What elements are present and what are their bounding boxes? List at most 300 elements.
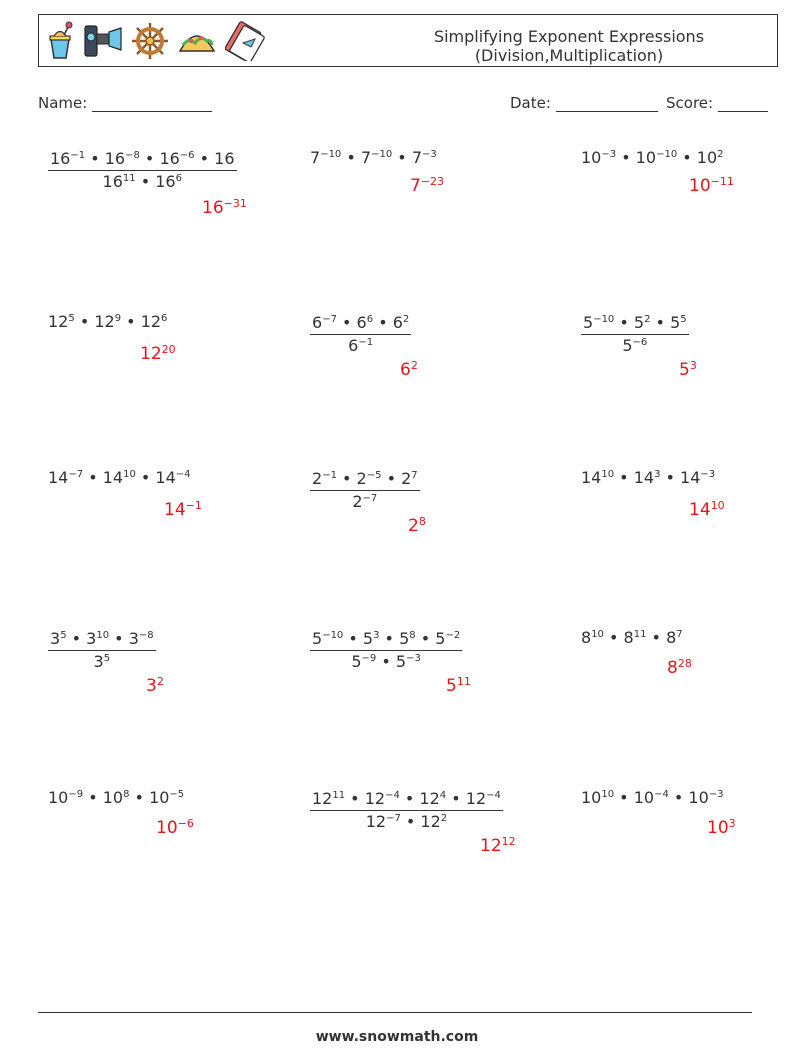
footer-divider <box>38 1012 752 1013</box>
answer <box>146 676 164 696</box>
power-exponent: −7 <box>322 314 337 325</box>
multiply-dot: • <box>66 629 87 648</box>
power-base: 10 <box>156 818 178 838</box>
power-exponent: −1 <box>358 337 374 348</box>
power-base: 16 <box>159 149 180 168</box>
multiply-dot: • <box>614 313 634 332</box>
power-term <box>129 629 154 648</box>
power-exponent: −4 <box>385 790 400 801</box>
power-exponent: −10 <box>593 314 615 325</box>
power-base: 6 <box>356 313 367 332</box>
power-base: 3 <box>128 629 139 648</box>
answer <box>400 360 418 380</box>
power-base: 10 <box>688 788 709 807</box>
taco-icon <box>177 21 217 61</box>
multiply-dot: • <box>614 788 634 807</box>
answer-power <box>156 818 194 838</box>
answer <box>689 176 734 196</box>
footer-website: www.snowmath.com <box>315 1029 479 1045</box>
power-base: 12 <box>312 789 333 808</box>
power-exponent: 5 <box>60 630 67 641</box>
name-field <box>38 94 212 112</box>
power-exponent: 2 <box>402 314 410 325</box>
power-base: 3 <box>93 652 104 671</box>
power-term <box>141 312 168 331</box>
answer <box>164 500 202 520</box>
power-exponent: −3 <box>708 789 724 800</box>
power-base: 8 <box>666 628 677 647</box>
worksheet-title <box>369 27 769 65</box>
multiply-dot: • <box>336 313 357 332</box>
denominator <box>310 490 420 512</box>
multiply-dot: • <box>446 789 466 808</box>
power-term <box>688 788 723 807</box>
power-base: 8 <box>667 658 678 678</box>
power-exponent: −5 <box>169 789 185 800</box>
multiply-dot: • <box>336 469 357 488</box>
multiply-dot: • <box>135 172 156 191</box>
power-exponent: −9 <box>361 653 377 664</box>
answer-power <box>689 500 725 520</box>
problem-7 <box>48 468 202 520</box>
power-exponent: −6 <box>177 817 194 830</box>
power-exponent: −3 <box>700 469 716 480</box>
power-term <box>466 789 501 808</box>
numerator <box>581 312 689 334</box>
answer-power <box>202 198 247 218</box>
power-base: 12 <box>419 789 440 808</box>
power-base: 14 <box>581 468 602 487</box>
numerator <box>310 312 411 334</box>
power-term <box>48 468 83 487</box>
multiply-dot: • <box>603 628 624 647</box>
expression <box>310 148 437 168</box>
power-exponent: 10 <box>96 630 110 641</box>
power-exponent: 3 <box>373 630 380 641</box>
expression <box>48 788 184 808</box>
power-exponent: 8 <box>418 515 426 528</box>
power-term <box>583 313 614 332</box>
power-base: 5 <box>679 360 690 380</box>
power-exponent: −6 <box>632 337 648 348</box>
problem-8 <box>310 468 426 536</box>
video-camera-icon <box>83 21 123 61</box>
power-term <box>48 788 83 807</box>
sand-bucket-icon <box>45 21 75 61</box>
power-term <box>86 629 109 648</box>
plane-ticket-icon <box>225 21 265 61</box>
problem-4 <box>48 312 176 364</box>
multiply-dot: • <box>135 468 156 487</box>
power-term <box>48 312 75 331</box>
power-term <box>357 313 374 332</box>
power-term <box>159 149 194 168</box>
power-base: 2 <box>408 516 419 536</box>
expression <box>581 148 724 168</box>
power-base: 10 <box>149 788 170 807</box>
power-term <box>312 469 337 488</box>
answer <box>679 360 697 380</box>
power-base: 5 <box>583 313 594 332</box>
power-exponent: 5 <box>68 313 75 324</box>
multiply-dot: • <box>381 469 402 488</box>
power-base: 12 <box>48 312 69 331</box>
power-exponent: −1 <box>70 150 86 161</box>
power-term <box>670 313 687 332</box>
multiply-dot: • <box>121 312 141 331</box>
multiply-dot: • <box>194 149 215 168</box>
power-base: 2 <box>356 469 367 488</box>
power-term <box>348 336 373 355</box>
problem-11 <box>310 628 471 696</box>
power-exponent: 2 <box>644 314 651 325</box>
power-base: 3 <box>50 629 61 648</box>
multiply-dot: • <box>83 468 103 487</box>
fraction <box>310 788 503 832</box>
power-term <box>310 148 341 167</box>
power-exponent: −7 <box>362 493 378 504</box>
multiply-dot: • <box>646 628 667 647</box>
power-exponent: −7 <box>386 813 401 824</box>
expression <box>581 468 715 488</box>
power-base: 2 <box>401 469 412 488</box>
answer <box>707 818 736 838</box>
power-base: 5 <box>351 652 362 671</box>
power-base: 7 <box>410 176 421 196</box>
answer-power <box>679 360 697 380</box>
answer <box>140 344 176 364</box>
power-base: 14 <box>689 500 711 520</box>
power-base: 5 <box>633 313 645 332</box>
multiply-dot: • <box>83 788 103 807</box>
power-exponent: 6 <box>161 313 168 324</box>
power-term <box>149 788 184 807</box>
power-term <box>363 629 380 648</box>
problem-13 <box>48 788 194 838</box>
power-base: 5 <box>312 629 323 648</box>
problem-15 <box>581 788 736 838</box>
power-exponent: −10 <box>320 149 342 160</box>
power-exponent: −9 <box>68 789 84 800</box>
power-term <box>412 148 437 167</box>
power-exponent: −3 <box>601 149 617 160</box>
answer <box>480 836 516 856</box>
power-exponent: 3 <box>689 359 697 372</box>
power-term <box>435 629 460 648</box>
power-base: 8 <box>623 628 634 647</box>
power-exponent: 2 <box>717 149 724 160</box>
power-base: 16 <box>214 149 235 168</box>
power-exponent: −1 <box>185 499 202 512</box>
power-base: 12 <box>140 344 162 364</box>
power-term <box>351 652 376 671</box>
power-exponent: −7 <box>68 469 84 480</box>
power-term <box>50 629 67 648</box>
power-term <box>622 336 647 355</box>
power-base: 5 <box>399 629 410 648</box>
power-base: 8 <box>581 628 592 647</box>
power-exponent: 5 <box>103 653 111 664</box>
power-exponent: 28 <box>677 657 692 670</box>
power-exponent: −10 <box>371 149 393 160</box>
problem-5 <box>310 312 418 380</box>
power-base: 5 <box>435 629 446 648</box>
power-term <box>680 468 715 487</box>
power-exponent: −11 <box>710 175 734 188</box>
power-term <box>581 628 604 647</box>
ship-wheel-icon <box>131 21 169 61</box>
power-exponent: 3 <box>654 469 661 480</box>
power-base: 16 <box>50 149 71 168</box>
power-exponent: −3 <box>406 653 421 664</box>
date-field <box>510 94 658 112</box>
power-term <box>396 652 421 671</box>
multiply-dot: • <box>345 789 365 808</box>
power-base: 10 <box>635 148 657 167</box>
power-exponent: 12 <box>501 835 516 848</box>
power-exponent: 10 <box>710 499 725 512</box>
power-term <box>420 812 447 831</box>
denominator <box>310 810 503 832</box>
power-exponent: 5 <box>680 314 687 325</box>
power-base: 14 <box>680 468 701 487</box>
power-base: 10 <box>707 818 729 838</box>
answer-power <box>446 676 471 696</box>
multiply-dot: • <box>343 629 363 648</box>
name-label: Name: <box>38 94 88 112</box>
power-term <box>634 468 661 487</box>
multiply-dot: • <box>129 788 150 807</box>
power-exponent: −4 <box>175 469 191 480</box>
power-exponent: −31 <box>223 197 247 210</box>
power-base: 10 <box>102 788 124 807</box>
score-field <box>666 94 768 112</box>
answer <box>689 500 725 520</box>
power-term <box>352 492 377 511</box>
power-base: 2 <box>352 492 363 511</box>
power-term <box>155 468 190 487</box>
power-base: 16 <box>104 149 126 168</box>
problem-9 <box>581 468 725 520</box>
answer-power <box>689 176 734 196</box>
problem-12 <box>581 628 692 678</box>
power-exponent: −1 <box>322 470 337 481</box>
denominator <box>48 170 237 192</box>
power-exponent: 11 <box>122 173 136 184</box>
power-base: 12 <box>480 836 502 856</box>
multiply-dot: • <box>341 148 361 167</box>
expression <box>581 788 724 808</box>
numerator <box>310 628 462 650</box>
power-exponent: 2 <box>440 813 448 824</box>
power-base: 10 <box>581 148 602 167</box>
power-term <box>666 628 683 647</box>
power-term <box>365 789 400 808</box>
problem-14 <box>310 788 516 856</box>
problem-3 <box>581 148 734 196</box>
answer <box>156 818 194 838</box>
problem-10 <box>48 628 164 696</box>
power-base: 6 <box>392 313 403 332</box>
multiply-dot: • <box>139 149 160 168</box>
power-exponent: 8 <box>123 789 130 800</box>
multiply-dot: • <box>392 148 412 167</box>
answer-power <box>400 360 418 380</box>
power-term <box>103 172 136 191</box>
title-line-1: Simplifying Exponent Expressions <box>433 27 705 46</box>
power-base: 5 <box>446 676 457 696</box>
power-base: 12 <box>465 789 487 808</box>
numerator <box>310 788 503 810</box>
power-base: 6 <box>400 360 411 380</box>
power-base: 14 <box>164 500 186 520</box>
power-exponent: −8 <box>125 150 140 161</box>
power-exponent: 2 <box>156 675 164 688</box>
power-term <box>312 789 345 808</box>
power-term <box>401 469 418 488</box>
power-base: 5 <box>622 336 633 355</box>
power-exponent: −8 <box>138 630 154 641</box>
date-label: Date: <box>510 94 551 112</box>
multiply-dot: • <box>415 629 436 648</box>
power-exponent: 7 <box>676 629 683 640</box>
score-label: Score: <box>666 94 714 112</box>
name-blank[interactable] <box>92 95 212 112</box>
power-base: 12 <box>364 789 386 808</box>
power-term <box>581 148 616 167</box>
power-exponent: 10 <box>601 789 615 800</box>
power-term <box>103 468 136 487</box>
answer <box>446 676 471 696</box>
power-exponent: 4 <box>439 790 447 801</box>
multiply-dot: • <box>677 148 697 167</box>
denominator <box>310 334 411 356</box>
power-exponent: 9 <box>114 313 122 324</box>
power-base: 10 <box>581 788 602 807</box>
problem-6 <box>581 312 697 380</box>
denominator <box>310 650 462 672</box>
power-exponent: −5 <box>366 470 382 481</box>
power-base: 14 <box>48 468 69 487</box>
problem-1 <box>48 148 247 218</box>
power-base: 2 <box>312 469 323 488</box>
answer <box>667 658 692 678</box>
power-term <box>581 788 614 807</box>
multiply-dot: • <box>399 789 420 808</box>
expression <box>48 468 191 488</box>
power-base: 12 <box>365 812 387 831</box>
answer <box>410 176 444 196</box>
numerator <box>310 468 420 490</box>
power-term <box>399 629 416 648</box>
answer-power <box>667 658 692 678</box>
power-base: 14 <box>633 468 655 487</box>
answer-power <box>480 836 516 856</box>
numerator <box>48 628 156 650</box>
power-base: 10 <box>689 176 711 196</box>
power-base: 5 <box>670 313 681 332</box>
denominator <box>581 334 689 356</box>
power-exponent: 11 <box>332 790 346 801</box>
power-exponent: −4 <box>486 790 501 801</box>
title-line-2: (Division,Multiplication) <box>474 46 664 65</box>
power-base: 10 <box>696 148 718 167</box>
answer-power <box>410 176 444 196</box>
power-exponent: 7 <box>411 470 418 481</box>
power-exponent: 10 <box>591 629 604 640</box>
power-exponent: −2 <box>445 630 461 641</box>
power-exponent: 10 <box>601 469 615 480</box>
power-term <box>634 313 651 332</box>
problem-2 <box>310 148 445 196</box>
power-term <box>634 788 669 807</box>
power-exponent: −3 <box>422 149 437 160</box>
worksheet-header <box>38 14 778 67</box>
answer <box>408 516 426 536</box>
power-exponent: −6 <box>179 150 195 161</box>
power-term <box>312 313 337 332</box>
power-term <box>636 148 677 167</box>
multiply-dot: • <box>109 629 129 648</box>
date-blank[interactable] <box>556 95 658 112</box>
power-term <box>419 789 446 808</box>
power-base: 16 <box>155 172 176 191</box>
power-base: 12 <box>420 812 441 831</box>
multiply-dot: • <box>373 313 393 332</box>
power-term <box>581 468 614 487</box>
answer-power <box>146 676 164 696</box>
fraction <box>310 312 411 356</box>
power-term <box>357 469 382 488</box>
power-exponent: 11 <box>633 629 647 640</box>
fraction <box>581 312 689 356</box>
fraction <box>310 468 420 512</box>
power-base: 14 <box>155 468 176 487</box>
power-term <box>697 148 724 167</box>
expression <box>581 628 683 648</box>
power-base: 7 <box>310 148 321 167</box>
answer-power <box>140 344 176 364</box>
power-base: 12 <box>94 312 115 331</box>
power-base: 6 <box>348 336 359 355</box>
power-base: 12 <box>140 312 162 331</box>
power-term <box>214 149 234 168</box>
power-exponent: −23 <box>420 175 445 188</box>
power-term <box>94 652 111 671</box>
fraction <box>48 148 237 192</box>
power-term <box>393 313 410 332</box>
power-base: 16 <box>102 172 123 191</box>
power-term <box>94 312 121 331</box>
power-base: 7 <box>411 148 422 167</box>
power-base: 5 <box>395 652 407 671</box>
power-base: 3 <box>146 676 157 696</box>
answer-power <box>164 500 202 520</box>
power-exponent: 6 <box>175 173 182 184</box>
power-base: 6 <box>312 313 323 332</box>
multiply-dot: • <box>74 312 95 331</box>
power-term <box>50 149 85 168</box>
power-base: 10 <box>48 788 69 807</box>
multiply-dot: • <box>668 788 689 807</box>
power-base: 14 <box>102 468 124 487</box>
expression <box>48 312 167 332</box>
power-term <box>103 788 130 807</box>
power-term <box>361 148 392 167</box>
power-exponent: 6 <box>366 314 374 325</box>
multiply-dot: • <box>660 468 681 487</box>
score-blank[interactable] <box>718 95 768 112</box>
